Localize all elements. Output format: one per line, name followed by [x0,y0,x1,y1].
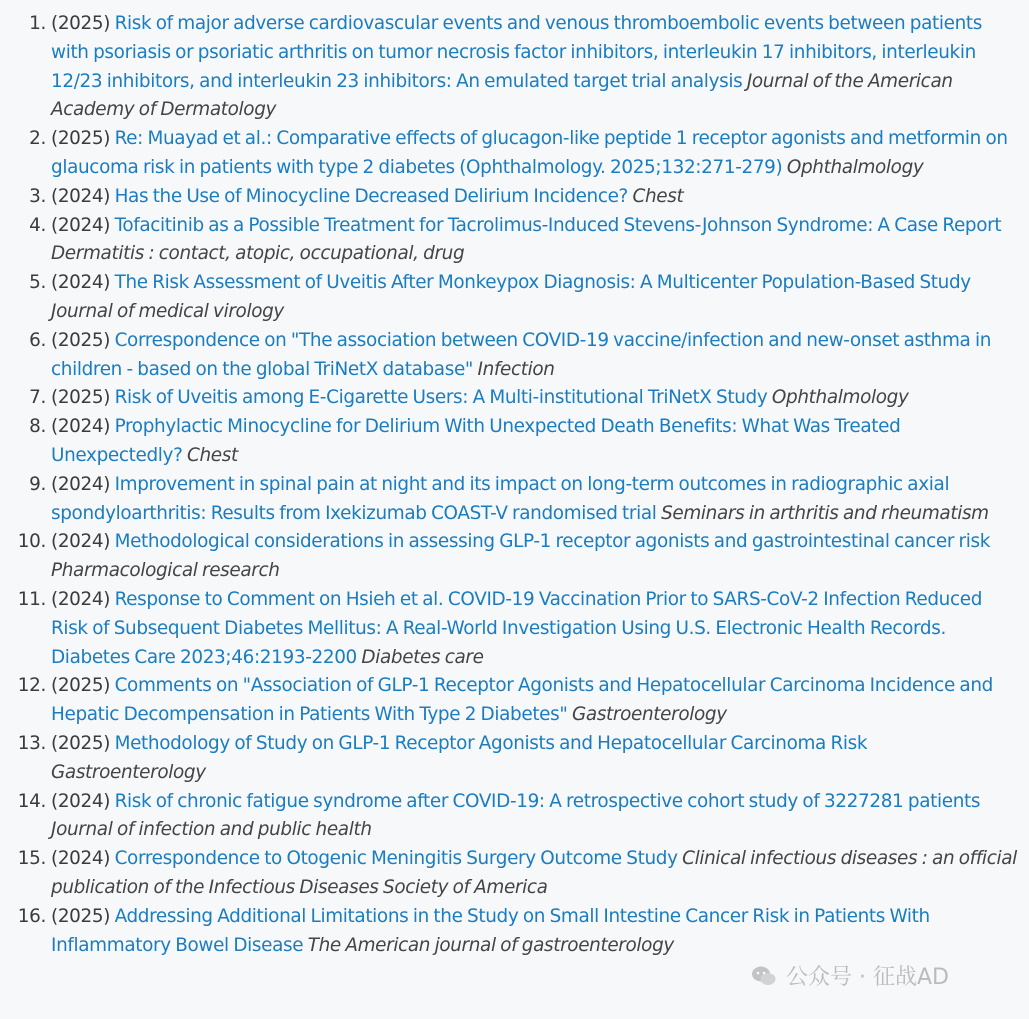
watermark-text: 公众号 · 征战AD [786,965,949,990]
reference-title-link[interactable]: Re: Muayad et al.: Comparative effects of glucagon-like peptide 1 receptor agonists and metformin on glaucoma risk in patients with type 2 diabetes (Ophthalmology. 2025;132:271-279) [51,128,1008,178]
reference-number: 2. [29,128,46,150]
reference-title-link[interactable]: Addressing Additional Limitations in the Study on Small Intestine Cancer Risk in Patients With Inflammatory Bowel Disease [51,905,930,956]
reference-item [0,845,1029,903]
reference-number: 11. [17,588,46,610]
reference-journal: Infection [477,358,555,380]
reference-journal: Chest [187,444,238,466]
reference-journal: Seminars in arthritis and rheumatism [661,502,989,524]
reference-journal: Journal of infection and public health [51,819,372,841]
reference-number: 5. [29,272,46,294]
reference-journal: Chest [632,185,684,207]
reference-year: (2025) [51,675,111,697]
reference-title-link[interactable]: Comments on "Association of GLP-1 Receptor Agonists and Hepatocellular Carcinoma Incidence and Hepatic Decompensation in Patients With Type 2 Diabetes" [51,675,993,726]
reference-item [0,269,1029,327]
reference-year: (2024) [51,531,111,553]
reference-journal: Diabetes care [361,646,484,668]
reference-item [0,672,1029,730]
reference-number: 12. [17,675,46,697]
reference-year: (2025) [51,329,111,351]
reference-item [0,384,1029,413]
reference-title-link[interactable]: Has the Use of Minocycline Decreased Delirium Incidence? [114,185,628,207]
wechat-icon [750,962,778,990]
reference-journal: Ophthalmology [771,387,909,409]
reference-item [0,471,1029,529]
reference-number: 3. [29,185,46,207]
reference-title-link[interactable]: Prophylactic Minocycline for Delirium With Unexpected Death Benefits: What Was Treated Unexpectedly? [51,416,901,466]
reference-journal: The American journal of gastroenterology [307,934,674,956]
reference-year: (2025) [51,387,111,409]
reference-journal: Gastroenterology [51,761,206,783]
reference-number: 9. [29,473,46,495]
reference-item [0,413,1029,471]
reference-title-link[interactable]: The Risk Assessment of Uveitis After Monkeypox Diagnosis: A Multicenter Population-Based Study [114,272,971,294]
reference-year: (2025) [51,905,111,927]
reference-list [0,10,1029,960]
reference-year: (2024) [51,185,111,207]
reference-number: 7. [29,387,46,409]
reference-journal: Journal of medical virology [51,300,284,322]
reference-number: 8. [29,416,46,438]
reference-item [0,528,1029,586]
reference-number: 15. [17,848,46,870]
reference-title-link[interactable]: Risk of chronic fatigue syndrome after COVID-19: A retrospective cohort study of 3227281 patients [114,790,981,812]
reference-title-link[interactable]: Risk of major adverse cardiovascular events and venous thromboembolic events between patients with psoriasis or psoriatic arthritis on tumor necrosis factor inhibitors, interleukin 17 inhibitors, interleukin 12/23 inhibitors, and interleukin 23 inhibitors: An emulated target trial analysis [51,13,982,92]
reference-number: 6. [29,329,46,351]
reference-year: (2025) [51,13,111,34]
reference-journal: Pharmacological research [51,560,280,582]
reference-item [0,212,1029,270]
reference-item [0,903,1029,961]
reference-number: 4. [29,214,46,236]
reference-year: (2024) [51,588,111,610]
reference-year: (2025) [51,128,111,150]
reference-title-link[interactable]: Correspondence on "The association between COVID-19 vaccine/infection and new-onset asthma in children - based on the global TriNetX database" [51,329,992,380]
reference-item [0,10,1029,125]
reference-title-link[interactable]: Methodology of Study on GLP-1 Receptor Agonists and Hepatocellular Carcinoma Risk [114,732,868,754]
reference-number: 13. [17,732,46,754]
reference-item [0,586,1029,672]
reference-number: 1. [29,13,46,34]
reference-journal: Ophthalmology [786,156,924,178]
reference-item [0,730,1029,788]
reference-year: (2024) [51,848,111,870]
watermark [750,960,949,991]
reference-journal: Dermatitis : contact, atopic, occupational, drug [51,243,465,265]
reference-year: (2024) [51,473,111,495]
reference-year: (2024) [51,272,111,294]
reference-title-link[interactable]: Response to Comment on Hsieh et al. COVID-19 Vaccination Prior to SARS-CoV-2 Infection Reduced Risk of Subsequent Diabetes Mellitus: A Real-World Investigation Using U.S. Electronic Health Records. Diabetes Care 2023;46:2193-2200 [51,588,983,668]
reference-year: (2024) [51,790,111,812]
reference-journal: Clinical infectious diseases : an official publication of the Infectious Diseases Society of America [51,848,1017,898]
reference-year: (2024) [51,214,111,236]
reference-year: (2025) [51,732,111,754]
reference-title-link[interactable]: Correspondence to Otogenic Meningitis Surgery Outcome Study [114,848,678,870]
reference-title-link[interactable]: Risk of Uveitis among E-Cigarette Users: A Multi-institutional TriNetX Study [114,387,768,409]
reference-item [0,183,1029,212]
reference-title-link[interactable]: Tofacitinib as a Possible Treatment for Tacrolimus-Induced Stevens-Johnson Syndrome: A Case Report [114,214,1002,236]
reference-title-link[interactable]: Improvement in spinal pain at night and its impact on long-term outcomes in radiographic axial spondyloarthritis: Results from Ixekizumab COAST-V randomised trial [51,473,950,524]
reference-item [0,125,1029,183]
reference-title-link[interactable]: Methodological considerations in assessing GLP-1 receptor agonists and gastrointestinal cancer risk [114,531,991,553]
reference-item [0,327,1029,385]
reference-journal: Journal of the American Academy of Dermatology [51,70,953,121]
reference-number: 16. [17,905,46,927]
reference-item [0,788,1029,846]
reference-year: (2024) [51,416,111,438]
reference-journal: Gastroenterology [572,704,727,726]
reference-number: 14. [17,790,46,812]
reference-number: 10. [17,531,46,553]
